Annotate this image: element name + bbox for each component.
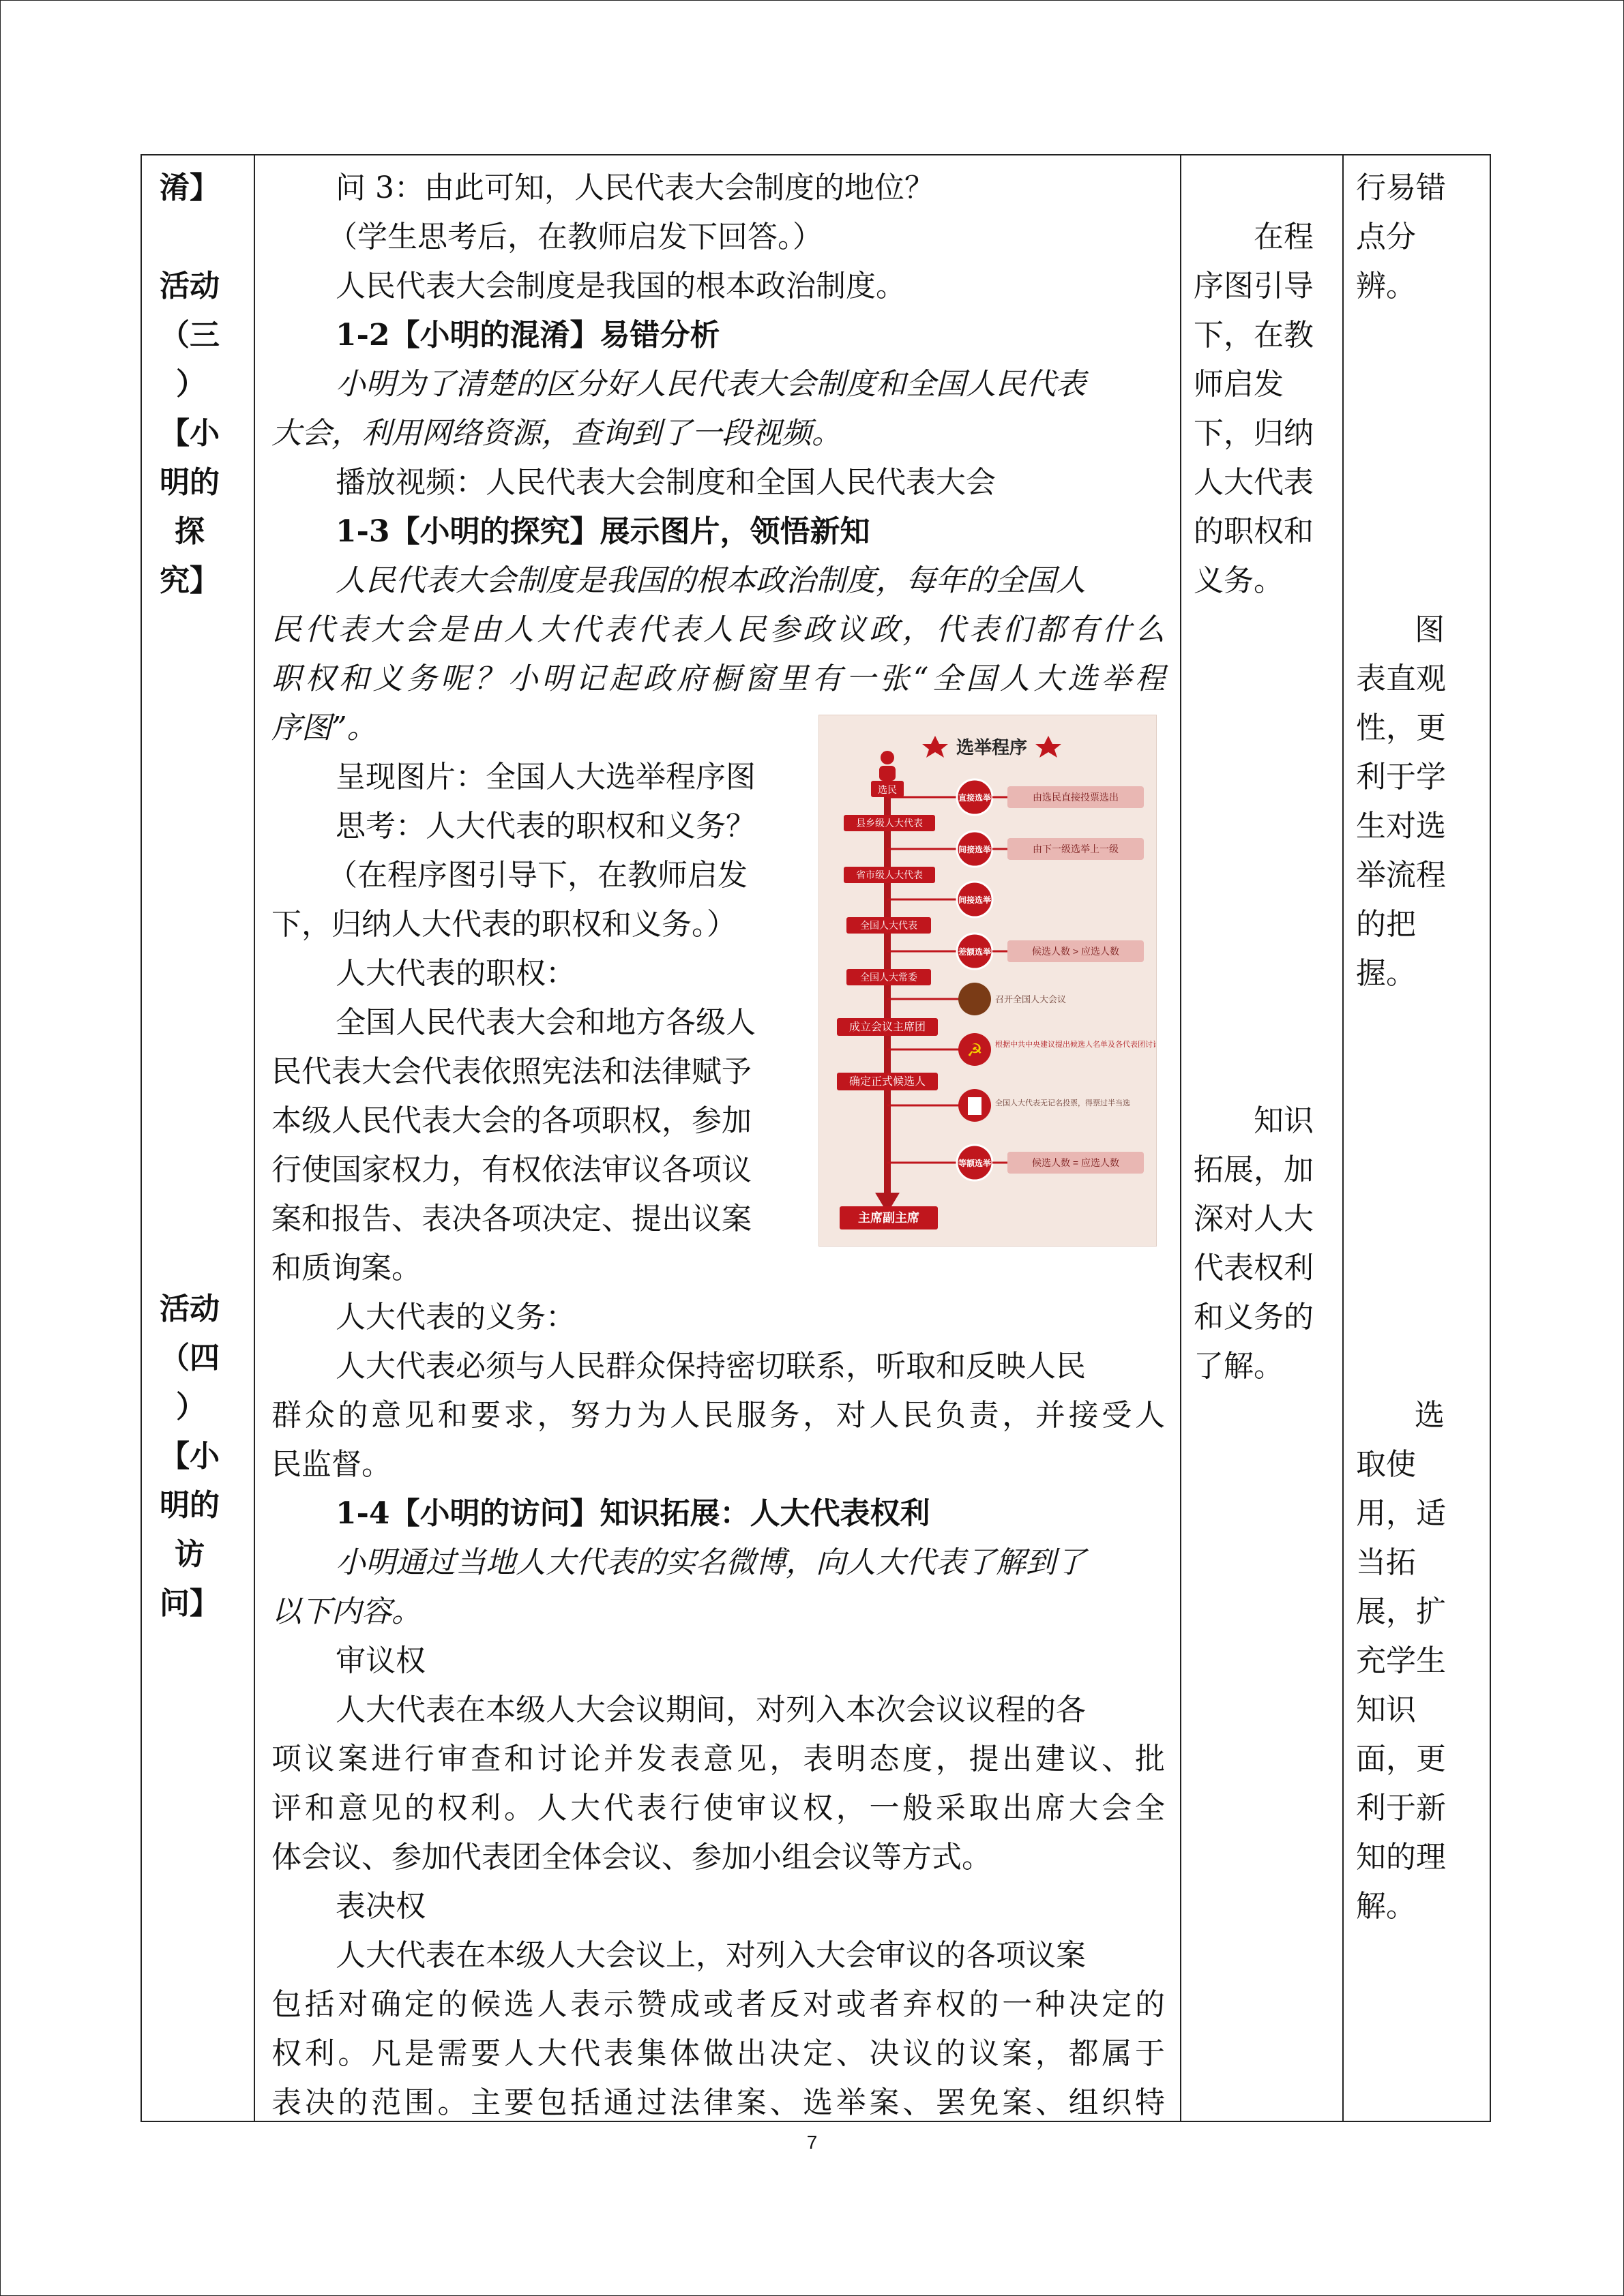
vote-right-text: 权利。凡是需要人大代表集体做出决定、决议的议案，都属于 [271,2036,1165,2071]
note-label: 候选人数 = 应选人数 [1032,1157,1119,1168]
activity3-label-line: （三 [160,318,220,353]
activity-label-continued: 淆】 [160,170,220,205]
think-question: 思考：人大代表的职权和义务？ [336,809,756,844]
design-intent-line: 举流程 [1356,858,1446,893]
design-intent-line: 利于新 [1356,1791,1446,1825]
design-intent-line: 点分 [1356,220,1416,254]
star-icon [922,736,948,758]
duties-text: 民监督。 [271,1447,392,1482]
section-1-3-text: 民代表大会是由人大代表代表人民参政议政，代表们都有什么 [271,612,1165,647]
student-activity-line: 拓展，加 [1194,1152,1314,1187]
hall-icon [958,983,991,1015]
activity3-label-line: 探 [175,514,205,549]
level-label: 全国人大常委 [860,972,917,983]
activity3-label-line: 活动 [160,269,220,303]
powers-text: 本级人民代表大会的各项职权，参加 [271,1103,752,1138]
method-label: 差额选举 [958,947,992,957]
review-right-text: 评和意见的权利。人大代表行使审议权，一般采取出席大会全 [271,1791,1165,1825]
section-1-3-text: 职权和义务呢？小明记起政府橱窗里有一张“全国人大选举程 [271,661,1165,696]
activity4-label-line: 【小 [160,1439,220,1474]
election-flowchart [819,715,1156,1246]
powers-text: 案和报告、表决各项决定、提出议案 [271,1202,752,1236]
svg-text:☭: ☭ [966,1041,983,1061]
figure-title: 选举程序 [956,737,1028,758]
activity4-label-line: 访 [175,1537,205,1572]
question-3: 问 3：由此可知，人民代表大会制度的地位？ [336,170,934,205]
activity4-label-line: ） [176,1390,206,1425]
activity-column [141,155,254,2121]
section-1-2-text: 小明为了清楚的区分好人民代表大会制度和全国人民代表 [336,367,1086,402]
person-icon [879,766,896,781]
design-intent-line: 生对选 [1356,809,1446,844]
design-intent-column [1343,155,1490,2121]
guide-note: （在程序图引导下，在教师启发 [327,858,748,893]
review-right-text: 项议案进行审查和讨论并发表意见，表明态度，提出建议、批 [271,1742,1165,1776]
design-intent-line: 解。 [1356,1889,1416,1924]
activity3-label-line: 明的 [160,465,220,500]
note-label: 由下一级选举上一级 [1033,844,1119,854]
design-intent-line: 充学生 [1356,1643,1446,1678]
design-intent-line: 展，扩 [1356,1594,1446,1629]
section-1-2-heading: 1-2【小明的混淆】易错分析 [336,318,720,353]
method-label: 间接选举 [958,895,992,905]
design-intent-line: 选 [1415,1398,1445,1433]
star-icon [1035,736,1061,758]
activity3-label-line: 究】 [160,563,220,598]
student-activity-line: 深对人大 [1194,1202,1314,1236]
content-column [254,155,1181,2121]
level-label: 全国人大代表 [860,920,917,931]
student-activity-line: 和义务的 [1194,1300,1314,1335]
election-procedure-figure [818,715,1157,1247]
lesson-plan-table [141,154,1491,2122]
level-label: 成立会议主席团 [848,1022,926,1033]
level-label: 省市级人大代表 [856,869,923,880]
section-1-3-heading: 1-3【小明的探究】展示图片，领悟新知 [336,514,870,549]
design-intent-line: 用，适 [1356,1496,1446,1531]
powers-heading: 人大代表的职权： [336,956,576,991]
design-intent-line: 面，更 [1356,1742,1446,1776]
design-intent-line: 图 [1415,612,1445,647]
design-intent-line: 辨。 [1356,269,1416,303]
level-label: 主席副主席 [858,1211,919,1225]
student-activity-column [1181,155,1343,2121]
design-intent-line: 取使 [1356,1447,1416,1482]
powers-text: 和质询案。 [271,1251,422,1285]
note-label: 召开全国人大会议 [995,994,1067,1004]
section-1-4-text: 以下内容。 [271,1594,422,1629]
section-1-3-text: 人民代表大会制度是我国的根本政治制度，每年的全国人 [336,563,1086,598]
activity3-label-line: ） [176,367,206,402]
video-instruction: 播放视频：人民代表大会制度和全国人民代表大会 [336,465,996,500]
powers-text: 民代表大会代表依照宪法和法律赋予 [271,1054,752,1089]
activity4-label-line: 活动 [160,1292,220,1326]
review-right-text: 人大代表在本级人大会议期间，对列入本次会议议程的各 [336,1693,1086,1727]
vote-right-text: 人大代表在本级人大会议上，对列入大会审议的各项议案 [336,1938,1086,1973]
powers-text: 行使国家权力，有权依法审议各项议 [271,1152,752,1187]
level-label: 县乡级人大代表 [856,818,923,829]
design-intent-line: 的把 [1356,907,1416,942]
activity4-label-line: 问】 [160,1586,220,1621]
student-activity-line: 下，归纳 [1194,416,1314,451]
student-activity-line: 人大代表 [1194,465,1314,500]
design-intent-line: 握。 [1356,956,1416,991]
design-intent-line: 当拓 [1356,1545,1416,1580]
method-label: 间接选举 [958,845,992,854]
review-right-heading: 审议权 [336,1643,426,1678]
method-label: 等额选举 [958,1159,992,1168]
student-activity-line: 代表权利 [1194,1251,1314,1285]
voter-label: 选民 [878,784,897,795]
vote-right-text: 表决的范围。主要包括通过法律案、选举案、罢免案、组织特 [271,2085,1165,2120]
note-label: 根据中共中央建议提出候选人名单及各代表团讨论 [995,1041,1156,1049]
activity3-label-line: 【小 [160,416,220,451]
section-1-4-heading: 1-4【小明的访问】知识拓展：人大代表权利 [336,1496,930,1531]
design-intent-line: 性，更 [1356,711,1446,745]
review-right-text: 体会议、参加代表团全体会议、参加小组会议等方式。 [271,1840,992,1875]
activity4-label-line: 明的 [160,1488,220,1523]
section-1-4-text: 小明通过当地人大代表的实名微博，向人大代表了解到了 [336,1545,1086,1580]
question-3-answer: 人民代表大会制度是我国的根本政治制度。 [336,269,906,303]
duties-heading: 人大代表的义务： [336,1300,576,1335]
student-activity-line: 序图引导 [1194,269,1314,303]
question-3-note: （学生思考后，在教师启发下回答。） [327,220,823,254]
activity4-label-line: （四 [160,1341,220,1375]
student-activity-line: 师启发 [1194,367,1284,402]
person-icon [881,751,894,764]
note-label: 候选人数 > 应选人数 [1032,946,1119,957]
page-number: 7 [806,2132,818,2153]
design-intent-line: 知的理 [1356,1840,1446,1875]
student-activity-line: 的职权和 [1194,514,1314,549]
design-intent-line: 利于学 [1356,760,1446,794]
powers-text: 全国人民代表大会和地方各级人 [336,1005,756,1040]
student-activity-line: 了解。 [1194,1349,1284,1384]
student-activity-line: 下，在教 [1194,318,1314,353]
duties-text: 群众的意见和要求，努力为人民服务，对人民负责，并接受人 [271,1398,1165,1433]
vote-right-heading: 表决权 [336,1889,426,1924]
note-label: 全国人大代表无记名投票，得票过半当选 [995,1099,1130,1107]
student-activity-line: 义务。 [1194,563,1284,598]
method-label: 直接选举 [958,793,992,803]
student-activity-line: 在程 [1254,220,1314,254]
vote-right-text: 包括对确定的候选人表示赞成或者反对或者弃权的一种决定的 [271,1987,1165,2022]
section-1-2-text: 大会，利用网络资源，查询到了一段视频。 [271,416,842,451]
student-activity-line: 知识 [1254,1103,1314,1138]
duties-text: 人大代表必须与人民群众保持密切联系，听取和反映人民 [336,1349,1086,1384]
section-1-3-text: 序图”。 [271,711,377,745]
show-picture-instruction: 呈现图片：全国人大选举程序图 [336,760,756,794]
note-label: 由选民直接投票选出 [1033,792,1119,803]
design-intent-line: 表直观 [1356,661,1446,696]
design-intent-line: 行易错 [1356,170,1446,205]
design-intent-line: 知识 [1356,1693,1416,1727]
level-label: 确定正式候选人 [848,1076,926,1088]
guide-note: 下，归纳人大代表的职权和义务。） [271,907,737,942]
